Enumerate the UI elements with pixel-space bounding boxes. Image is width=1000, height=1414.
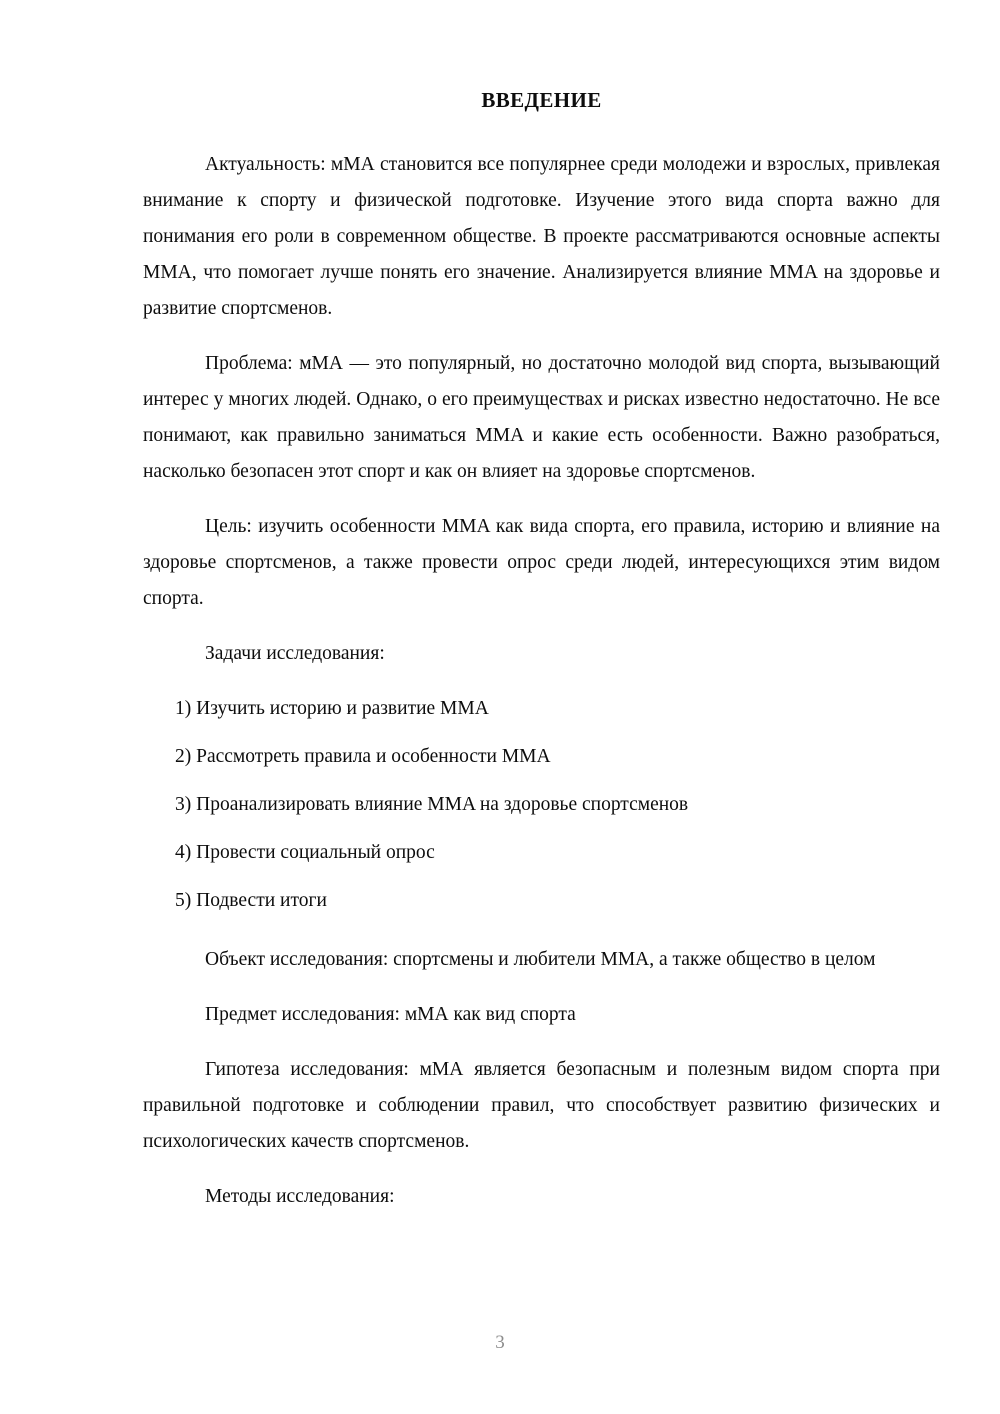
tasks-heading: Задачи исследования: — [205, 643, 385, 665]
page-title: ВВЕДЕНИЕ — [481, 88, 602, 112]
paragraph-problem: Проблема: мМА — это популярный, но достаточно молодой вид спорта, вызывающий интерес у многих людей. Однако, о его преимуществах и рисках известно недостаточно. Не все понимают, как правильно заниматься MMA и какие есть особенности. Важно разобраться, насколько безопасен этот спорт и как он влияет на здоровье спортсменов. — [143, 353, 940, 483]
paragraph-goal: Цель: изучить особенности MMA как вида спорта, его правила, историю и влияние на здоровье спортсменов, а также провести опрос среди людей, интересующихся этим видом спорта. — [143, 516, 940, 610]
paragraph-relevance: Актуальность: мМА становится все популярнее среди молодежи и взрослых, привлекая внимание к спорту и физической подготовке. Изучение этого вида спорта важно для понимания его роли в современном обществе. В проекте рассматриваются основные аспекты MMA, что помогает лучше понять его значение. Анализируется влияние MMA на здоровье и развитие спортсменов. — [143, 154, 940, 320]
list-item: 3) Проанализировать влияние MMA на здоровье спортсменов — [175, 794, 689, 816]
section-spacer — [143, 933, 940, 942]
list-item: 2) Рассмотреть правила и особенности MMA — [175, 746, 551, 768]
document-content — [143, 88, 940, 1215]
tasks-list — [143, 691, 940, 919]
page-number: 3 — [495, 1332, 505, 1353]
paragraph-object: Объект исследования: спортсмены и любители MMA, а также общество в целом — [205, 949, 876, 971]
paragraph-subject: Предмет исследования: мМА как вид спорта — [205, 1004, 576, 1026]
paragraph-methods: Методы исследования: — [205, 1186, 395, 1208]
list-item: 4) Провести социальный опрос — [175, 842, 435, 864]
list-item: 5) Подвести итоги — [175, 890, 327, 912]
paragraph-hypothesis: Гипотеза исследования: мМА является безопасным и полезным видом спорта при правильной подготовке и соблюдении правил, что способствует развитию физических и психологических качеств спортсменов. — [143, 1059, 940, 1153]
list-item: 1) Изучить историю и развитие MMA — [175, 698, 489, 720]
